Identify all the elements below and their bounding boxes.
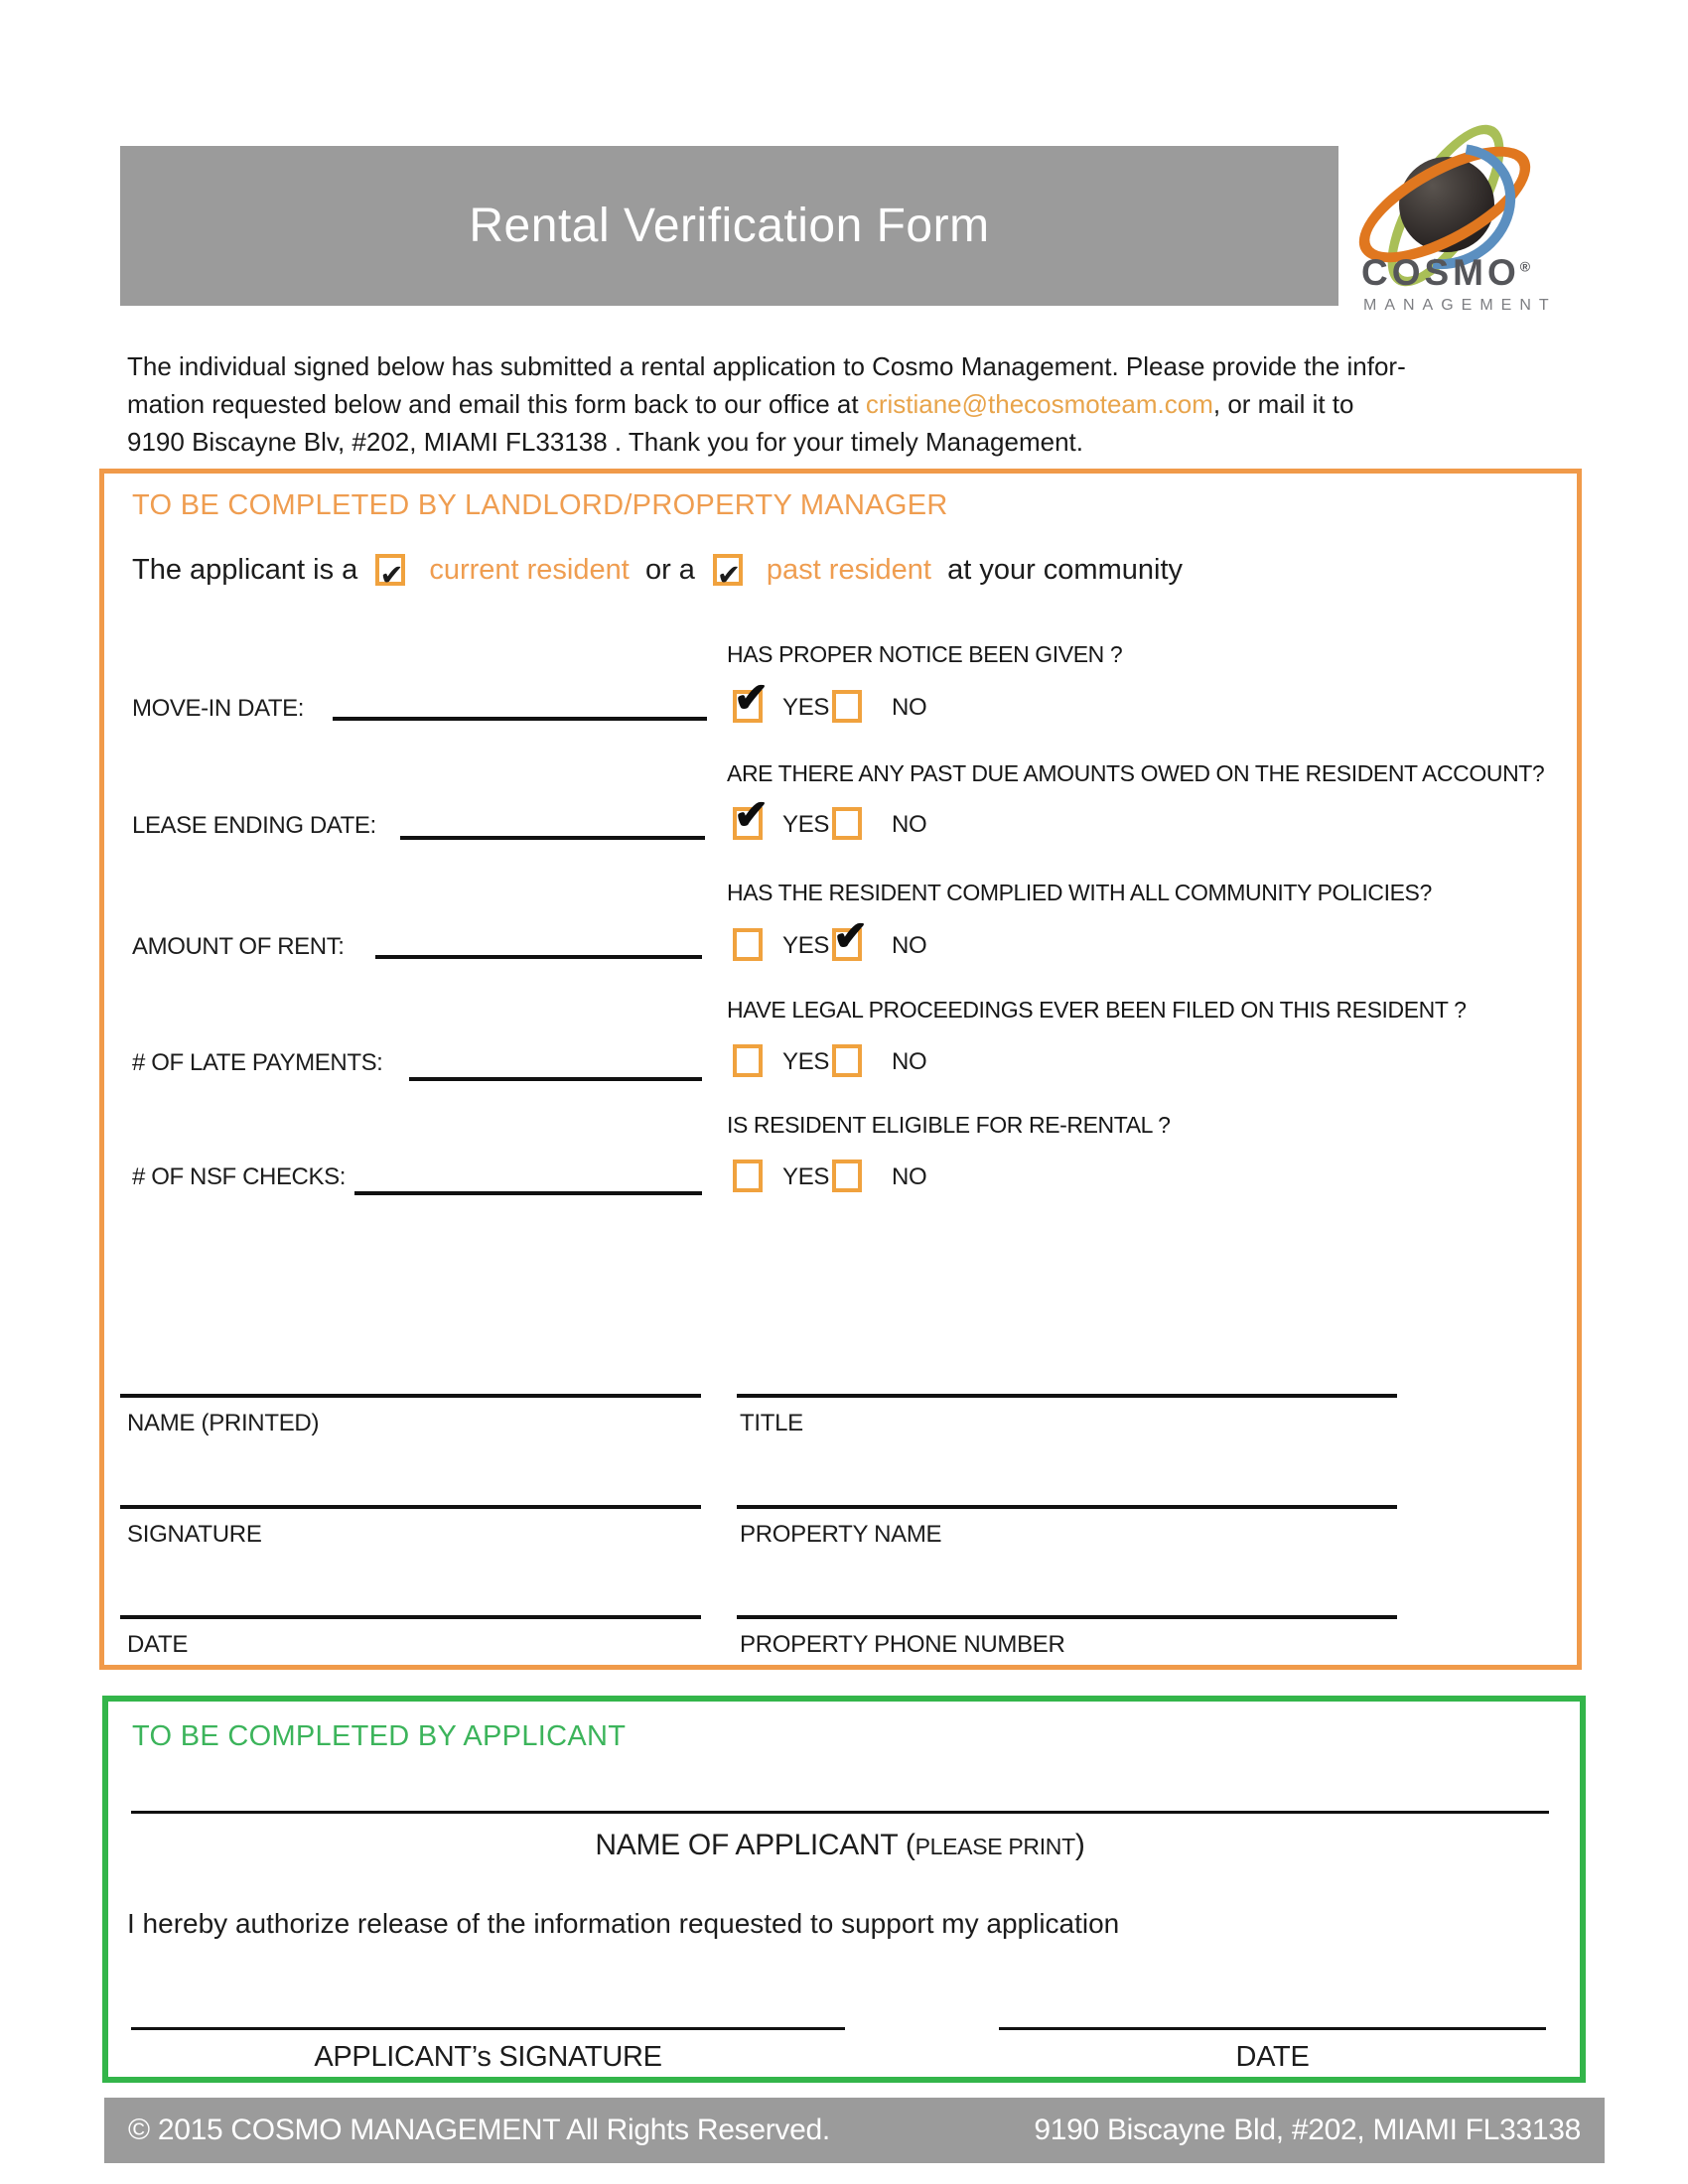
applicant-type-prefix: The applicant is a — [132, 554, 358, 586]
checkmark-icon: ✔ — [734, 791, 770, 838]
please-print-text: PLEASE PRINT — [914, 1834, 1075, 1859]
signature-line[interactable] — [120, 1505, 701, 1509]
name-printed-line[interactable] — [120, 1394, 701, 1398]
past-resident-checkbox[interactable] — [713, 554, 743, 592]
yes-checkbox[interactable] — [733, 791, 770, 840]
applicant-section-border — [102, 1696, 1586, 2083]
property-phone-label: PROPERTY PHONE NUMBER — [740, 1631, 1065, 1658]
property-name-line[interactable] — [737, 1505, 1397, 1509]
logo-brand-text — [1361, 252, 1530, 294]
yes-checkbox[interactable] — [733, 1160, 763, 1192]
title-label: TITLE — [740, 1410, 803, 1436]
footer-bar — [104, 2098, 1605, 2163]
checkmark-icon: ✔ — [379, 560, 404, 592]
title-line[interactable] — [737, 1394, 1397, 1398]
email-link[interactable]: cristiane@thecosmoteam.com — [865, 389, 1213, 419]
no-checkbox[interactable] — [832, 1160, 862, 1192]
no-checkbox[interactable] — [832, 690, 862, 723]
question-legal-proceedings: HAVE LEGAL PROCEEDINGS EVER BEEN FILED ON THIS RESIDENT ? — [727, 997, 1467, 1023]
landlord-section-heading: TO BE COMPLETED BY LANDLORD/PROPERTY MANAGER — [132, 489, 948, 521]
yes-checkbox[interactable] — [733, 674, 770, 723]
past-resident-label: past resident — [766, 554, 931, 586]
lease-ending-date-line[interactable] — [400, 836, 705, 840]
yes-label: YES — [782, 694, 830, 721]
registered-mark: ® — [1519, 258, 1531, 275]
applicant-signature-label: APPLICANT’s SIGNATURE — [314, 2041, 662, 2073]
no-label: NO — [892, 1163, 927, 1190]
no-checkbox[interactable] — [832, 1044, 862, 1077]
no-label: NO — [892, 1048, 927, 1075]
intro-line-2 — [127, 385, 1577, 423]
intro-line-1: The individual signed below has submitted a rental application to Cosmo Management. Please provide the infor- — [127, 351, 1406, 381]
date-label: DATE — [127, 1631, 189, 1658]
checkmark-icon: ✔ — [716, 560, 742, 592]
no-checkbox[interactable] — [832, 807, 862, 840]
property-name-label: PROPERTY NAME — [740, 1521, 942, 1548]
footer-address: 9190 Biscayne Bld, #202, MIAMI FL33138 — [1034, 2114, 1581, 2146]
applicant-type-suffix: at your community — [947, 554, 1184, 586]
no-label: NO — [892, 694, 927, 721]
no-checkbox[interactable] — [832, 912, 869, 961]
lease-ending-date-label: LEASE ENDING DATE: — [132, 812, 376, 839]
name-of-applicant-caption — [131, 1829, 1549, 1862]
intro-line-3: 9190 Biscayne Blv, #202, MIAMI FL33138 . Thank you for your timely Management. — [127, 427, 1083, 457]
yes-label: YES — [782, 811, 830, 838]
checkmark-icon: ✔ — [833, 912, 869, 959]
name-of-applicant-close-paren: ) — [1074, 1829, 1085, 1861]
logo-brand-word: COSMO — [1361, 252, 1520, 293]
signature-label: SIGNATURE — [127, 1521, 262, 1548]
current-resident-label: current resident — [429, 554, 630, 586]
amount-of-rent-line[interactable] — [375, 955, 702, 959]
move-in-date-line[interactable] — [333, 717, 707, 721]
yes-label: YES — [782, 1048, 830, 1075]
yes-checkbox[interactable] — [733, 1044, 763, 1077]
no-label: NO — [892, 932, 927, 959]
applicant-date-line[interactable] — [999, 2027, 1546, 2030]
cosmo-logo — [1355, 149, 1594, 318]
applicant-section-heading: TO BE COMPLETED BY APPLICANT — [132, 1720, 627, 1752]
applicant-type-conjunction: or a — [644, 554, 695, 586]
authorization-statement: I hereby authorize release of the information requested to support my application — [127, 1908, 1120, 1939]
question-re-rental: IS RESIDENT ELIGIBLE FOR RE-RENTAL ? — [727, 1112, 1171, 1138]
applicant-type-row — [132, 554, 1184, 592]
yes-label: YES — [782, 1163, 830, 1190]
late-payments-line[interactable] — [409, 1077, 702, 1081]
nsf-checks-line[interactable] — [354, 1191, 702, 1195]
yes-checkbox[interactable] — [733, 928, 763, 961]
no-label: NO — [892, 811, 927, 838]
header-band — [120, 146, 1338, 306]
applicant-signature-line[interactable] — [131, 2027, 845, 2030]
intro-paragraph — [127, 347, 1577, 461]
nsf-checks-label: # OF NSF CHECKS: — [132, 1163, 346, 1190]
checkmark-icon: ✔ — [734, 674, 770, 721]
current-resident-checkbox[interactable] — [375, 554, 405, 592]
move-in-date-label: MOVE-IN DATE: — [132, 695, 305, 722]
late-payments-label: # OF LATE PAYMENTS: — [132, 1049, 383, 1076]
question-policies: HAS THE RESIDENT COMPLIED WITH ALL COMMUNITY POLICIES? — [727, 880, 1432, 905]
property-phone-line[interactable] — [737, 1615, 1397, 1619]
yes-label: YES — [782, 932, 830, 959]
name-of-applicant-line[interactable] — [131, 1811, 1549, 1814]
applicant-date-label: DATE — [1235, 2041, 1310, 2073]
footer-copyright: © 2015 COSMO MANAGEMENT All Rights Reserved. — [128, 2114, 830, 2146]
logo-subtitle: MANAGEMENT — [1363, 297, 1557, 314]
question-past-due: ARE THERE ANY PAST DUE AMOUNTS OWED ON THE RESIDENT ACCOUNT? — [727, 760, 1545, 786]
intro-line-2-text: mation requested below and email this form back to our office at — [127, 389, 866, 419]
page-title: Rental Verification Form — [469, 200, 990, 252]
intro-line-2-tail: , or mail it to — [1212, 389, 1354, 419]
name-of-applicant-text: NAME OF APPLICANT ( — [595, 1829, 915, 1861]
amount-of-rent-label: AMOUNT OF RENT: — [132, 933, 345, 960]
question-proper-notice: HAS PROPER NOTICE BEEN GIVEN ? — [727, 641, 1123, 667]
name-printed-label: NAME (PRINTED) — [127, 1410, 320, 1436]
date-line[interactable] — [120, 1615, 701, 1619]
